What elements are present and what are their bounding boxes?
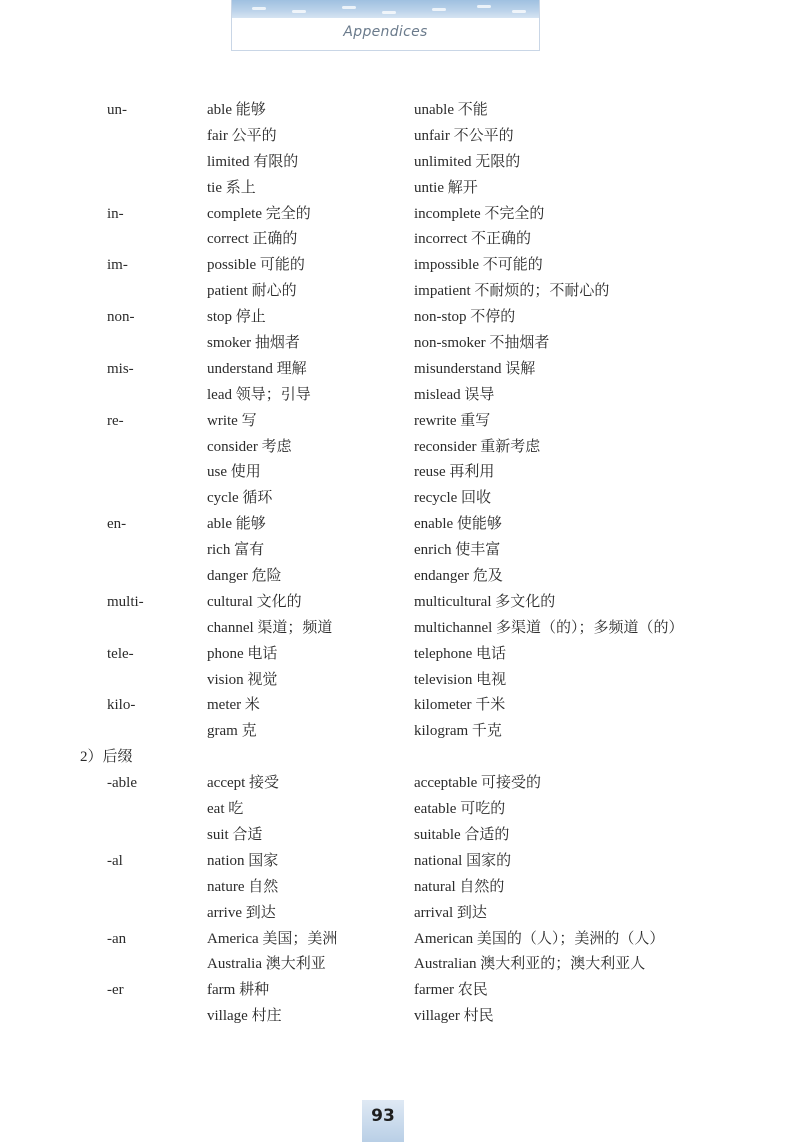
derived-word-cell: Australian 澳大利亚的；澳大利亚人: [414, 956, 646, 973]
table-row: [0, 409, 800, 435]
table-row: [0, 668, 800, 694]
derived-word-cell: unlimited 无限的: [414, 153, 521, 170]
suffix-section-heading: 2）后缀: [80, 749, 133, 766]
table-row: [0, 1004, 800, 1030]
table-row: [0, 745, 800, 771]
derived-word-cell: non-smoker 不抽烟者: [414, 335, 550, 352]
affix-cell: multi-: [107, 593, 144, 610]
base-word-cell: meter 米: [207, 697, 260, 714]
table-row: [0, 98, 800, 124]
table-row: [0, 849, 800, 875]
base-word-cell: able 能够: [207, 516, 266, 533]
table-row: [0, 901, 800, 927]
base-word-cell: accept 接受: [207, 775, 280, 792]
derived-word-cell: national 国家的: [414, 852, 512, 869]
derived-word-cell: unable 不能: [414, 102, 488, 118]
base-word-cell: stop 停止: [207, 309, 266, 326]
affix-cell: un-: [107, 102, 127, 118]
table-row: [0, 357, 800, 383]
derived-word-cell: arrival 到达: [414, 904, 487, 921]
derived-word-cell: suitable 合适的: [414, 826, 510, 843]
affix-cell: im-: [107, 257, 128, 274]
base-word-cell: use 使用: [207, 464, 261, 481]
base-word-cell: America 美国；美洲: [207, 930, 338, 947]
derived-word-cell: impossible 不可能的: [414, 257, 543, 274]
derived-word-cell: kilogram 千克: [414, 723, 502, 740]
base-word-cell: complete 完全的: [207, 205, 311, 222]
base-word-cell: village 村庄: [207, 1008, 282, 1025]
affix-cell: -an: [107, 930, 127, 947]
derived-word-cell: multichannel 多渠道（的）；多频道（的）: [414, 619, 684, 636]
table-row: [0, 719, 800, 745]
banner-sky-decoration: [232, 0, 539, 18]
base-word-cell: limited 有限的: [207, 153, 299, 170]
table-row: [0, 927, 800, 953]
derived-word-cell: recycle 回收: [414, 490, 492, 507]
derived-word-cell: natural 自然的: [414, 878, 505, 895]
table-row: [0, 124, 800, 150]
page-number-badge: [362, 1100, 404, 1142]
section-title: Appendices: [343, 24, 428, 40]
base-word-cell: gram 克: [207, 723, 257, 740]
derived-word-cell: American 美国的（人）；美洲的（人）: [414, 930, 665, 947]
base-word-cell: vision 视觉: [207, 671, 278, 688]
derived-word-cell: kilometer 千米: [414, 697, 506, 714]
base-word-cell: nation 国家: [207, 852, 279, 869]
table-row: [0, 460, 800, 486]
derived-word-cell: incorrect 不正确的: [414, 231, 532, 248]
affix-cell: -able: [107, 775, 137, 792]
table-row: [0, 383, 800, 409]
base-word-cell: correct 正确的: [207, 231, 298, 248]
base-word-cell: Australia 澳大利亚: [207, 956, 326, 973]
base-word-cell: suit 合适: [207, 826, 263, 843]
table-row: [0, 435, 800, 461]
table-row: [0, 978, 800, 1004]
derived-word-cell: farmer 农民: [414, 982, 488, 999]
table-row: [0, 305, 800, 331]
derived-word-cell: unfair 不公平的: [414, 127, 514, 144]
base-word-cell: consider 考虑: [207, 438, 292, 455]
base-word-cell: nature 自然: [207, 878, 279, 895]
derived-word-cell: multicultural 多文化的: [414, 593, 556, 610]
table-row: [0, 642, 800, 668]
table-row: [0, 693, 800, 719]
base-word-cell: able 能够: [207, 102, 266, 118]
page-number: 93: [371, 1106, 395, 1126]
table-row: [0, 952, 800, 978]
table-row: [0, 279, 800, 305]
derived-word-cell: reconsider 重新考虑: [414, 438, 541, 455]
base-word-cell: possible 可能的: [207, 257, 305, 274]
base-word-cell: tie 系上: [207, 179, 256, 196]
base-word-cell: write 写: [207, 412, 257, 429]
section-banner: [231, 0, 540, 51]
table-row: [0, 150, 800, 176]
affix-cell: non-: [107, 309, 135, 326]
table-row: [0, 253, 800, 279]
base-word-cell: danger 危险: [207, 568, 282, 585]
base-word-cell: phone 电话: [207, 645, 278, 662]
word-formation-table: [0, 98, 800, 1030]
table-row: [0, 486, 800, 512]
base-word-cell: smoker 抽烟者: [207, 335, 300, 352]
derived-word-cell: non-stop 不停的: [414, 309, 516, 326]
table-row: [0, 797, 800, 823]
table-row: [0, 823, 800, 849]
derived-word-cell: acceptable 可接受的: [414, 775, 542, 792]
base-word-cell: rich 富有: [207, 542, 265, 559]
derived-word-cell: untie 解开: [414, 179, 478, 196]
base-word-cell: cycle 循环: [207, 490, 273, 507]
derived-word-cell: impatient 不耐烦的；不耐心的: [414, 283, 610, 300]
table-row: [0, 616, 800, 642]
derived-word-cell: incomplete 不完全的: [414, 205, 545, 222]
derived-word-cell: endanger 危及: [414, 568, 503, 585]
derived-word-cell: reuse 再利用: [414, 464, 495, 481]
base-word-cell: eat 吃: [207, 801, 244, 818]
affix-cell: in-: [107, 205, 124, 222]
derived-word-cell: enable 使能够: [414, 516, 502, 533]
base-word-cell: understand 理解: [207, 360, 307, 377]
table-row: [0, 202, 800, 228]
table-row: [0, 590, 800, 616]
table-row: [0, 564, 800, 590]
affix-cell: tele-: [107, 645, 134, 662]
derived-word-cell: telephone 电话: [414, 645, 507, 662]
table-row: [0, 331, 800, 357]
table-row: [0, 176, 800, 202]
derived-word-cell: rewrite 重写: [414, 412, 491, 429]
base-word-cell: arrive 到达: [207, 904, 276, 921]
base-word-cell: lead 领导；引导: [207, 386, 311, 403]
base-word-cell: fair 公平的: [207, 127, 277, 144]
derived-word-cell: misunderstand 误解: [414, 360, 536, 377]
base-word-cell: patient 耐心的: [207, 283, 297, 300]
affix-cell: -er: [107, 982, 124, 999]
affix-cell: en-: [107, 516, 127, 533]
derived-word-cell: television 电视: [414, 671, 507, 688]
table-row: [0, 227, 800, 253]
table-row: [0, 875, 800, 901]
affix-cell: -al: [107, 852, 123, 869]
base-word-cell: channel 渠道；频道: [207, 619, 333, 636]
table-row: [0, 512, 800, 538]
table-row: [0, 771, 800, 797]
derived-word-cell: enrich 使丰富: [414, 542, 501, 559]
derived-word-cell: mislead 误导: [414, 386, 495, 403]
derived-word-cell: villager 村民: [414, 1008, 494, 1025]
affix-cell: re-: [107, 412, 124, 429]
affix-cell: kilo-: [107, 697, 136, 714]
affix-cell: mis-: [107, 360, 134, 377]
base-word-cell: farm 耕种: [207, 982, 270, 999]
base-word-cell: cultural 文化的: [207, 593, 302, 610]
derived-word-cell: eatable 可吃的: [414, 801, 506, 818]
table-row: [0, 538, 800, 564]
